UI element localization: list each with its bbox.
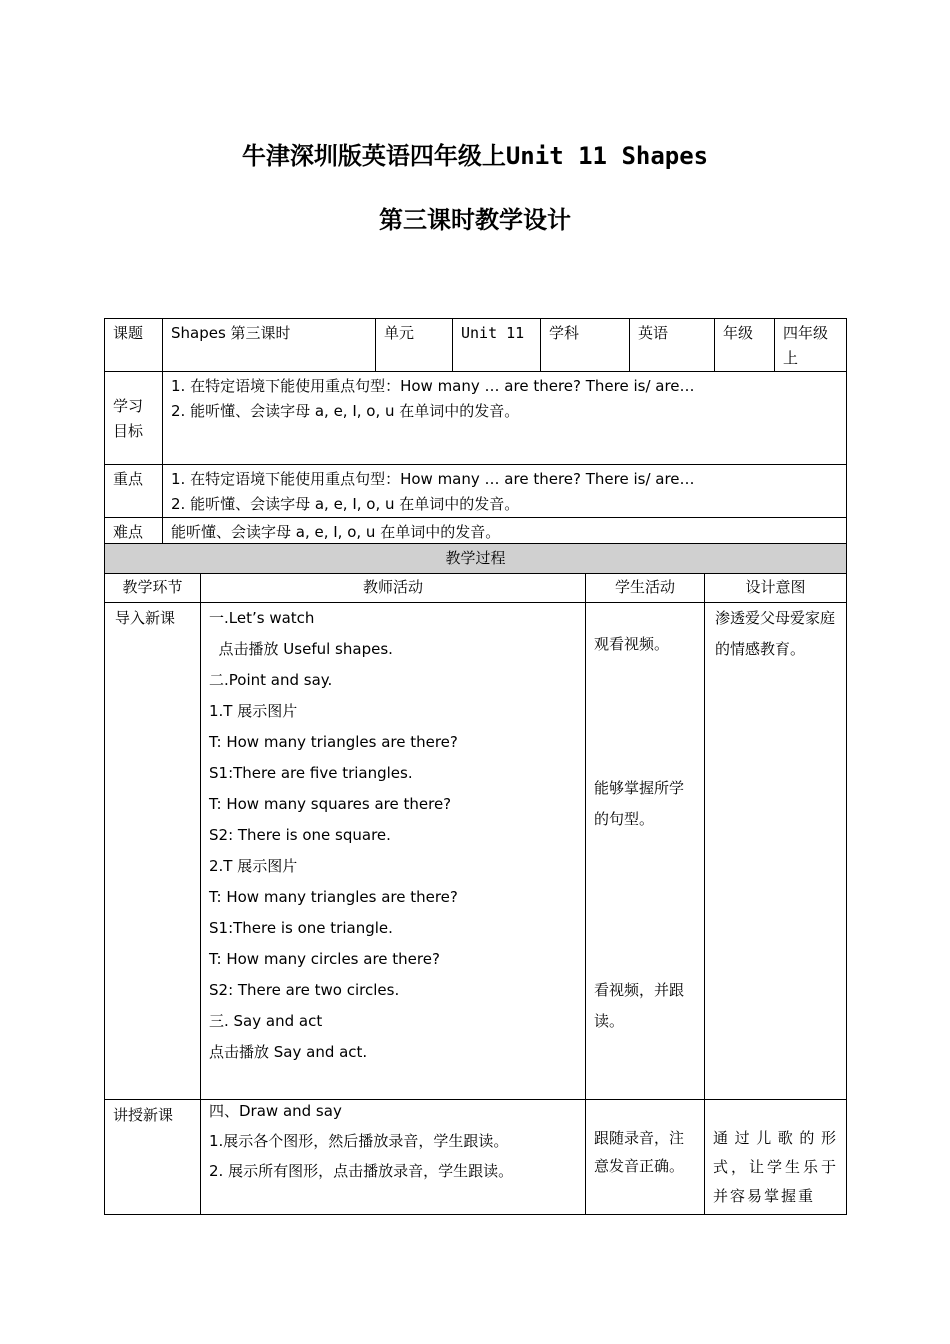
- subject-value: 英语: [630, 319, 715, 372]
- teacher-line: T: How many circles are there?: [209, 950, 440, 968]
- difficulty-label: 难点: [105, 518, 163, 550]
- teacher-line: 1.T 展示图片: [209, 702, 298, 720]
- doc-title-line2: 第三课时教学设计: [379, 205, 571, 234]
- student-item: 看视频，并跟读。: [594, 981, 685, 1030]
- teacher-line: T: How many squares are there?: [209, 795, 452, 813]
- key-item: 2. 能听懂、会读字母 a, e, I, o, u 在单词中的发音。: [171, 495, 520, 513]
- teacher-activities-intro: [201, 603, 586, 1100]
- process-header: 教学过程: [105, 544, 847, 574]
- process-table: [104, 543, 847, 1215]
- doc-title-line1: [0, 136, 950, 171]
- teacher-line: 2. 展示所有图形，点击播放录音，学生跟读。: [209, 1162, 514, 1180]
- col-intent: 设计意图: [705, 574, 847, 603]
- teacher-line: S1:There is one triangle.: [209, 919, 393, 937]
- goal-item: 2. 能听懂、会读字母 a, e, I, o, u 在单词中的发音。: [171, 402, 520, 420]
- subject-label: 学科: [541, 319, 630, 372]
- teacher-line: 一.Let’s watch: [209, 609, 315, 627]
- info-row-topic: [105, 319, 847, 372]
- teacher-line: 三. Say and act: [209, 1012, 323, 1030]
- student-activities-intro: [586, 603, 705, 1100]
- teacher-line: T: How many triangles are there?: [209, 733, 458, 751]
- title-en: Unit 11 Shapes: [505, 142, 709, 170]
- topic-value: Shapes 第三课时: [163, 319, 376, 372]
- process-row-intro: [105, 603, 847, 1100]
- teacher-line: 2.T 展示图片: [209, 857, 298, 875]
- teacher-line: S2: There are two circles.: [209, 981, 400, 999]
- col-stage: 教学环节: [105, 574, 201, 603]
- col-teacher: 教师活动: [201, 574, 586, 603]
- student-item: 能够掌握所学的句型。: [594, 779, 685, 828]
- teacher-line: 四、Draw and say: [209, 1102, 342, 1120]
- info-row-key: [105, 465, 847, 518]
- teacher-line: S1:There are five triangles.: [209, 764, 413, 782]
- unit-value: Unit 11: [453, 319, 541, 372]
- difficulty-value: 能听懂、会读字母 a, e, I, o, u 在单词中的发音。: [163, 518, 847, 550]
- col-student: 学生活动: [586, 574, 705, 603]
- key-label: 重点: [105, 465, 163, 518]
- topic-label: 课题: [105, 319, 163, 372]
- student-activities-new: 跟随录音，注意发音正确。: [586, 1100, 705, 1215]
- teacher-line: 点击播放 Say and act.: [209, 1043, 368, 1061]
- key-item: 1. 在特定语境下能使用重点句型：How many … are there? There is/ are…: [171, 470, 695, 488]
- unit-label: 单元: [376, 319, 453, 372]
- grade-value: 四年级上: [775, 319, 847, 372]
- intent-intro: 渗透爱父母爱家庭的情感教育。: [705, 603, 847, 1100]
- intent-new: 通过儿歌的形式，让学生乐于并容易掌握重: [705, 1100, 847, 1215]
- teacher-line: 二.Point and say.: [209, 671, 333, 689]
- stage-new: 讲授新课: [105, 1100, 201, 1215]
- teacher-line: 点击播放 Useful shapes.: [209, 640, 393, 658]
- stage-intro: 导入新课: [105, 603, 201, 1100]
- goals-label: 学习目标: [105, 372, 163, 465]
- teacher-line: 1.展示各个图形，然后播放录音，学生跟读。: [209, 1132, 509, 1150]
- teacher-line: S2: There is one square.: [209, 826, 391, 844]
- info-row-goals: [105, 372, 847, 465]
- title-cn: 牛津深圳版英语四年级上: [241, 141, 506, 170]
- goal-item: 1. 在特定语境下能使用重点句型：How many … are there? There is/ are…: [171, 377, 695, 395]
- student-item: 观看视频。: [594, 635, 670, 653]
- process-row-new: [105, 1100, 847, 1215]
- teacher-line: T: How many triangles are there?: [209, 888, 458, 906]
- grade-label: 年级: [715, 319, 775, 372]
- info-table: [104, 318, 847, 550]
- teacher-activities-new: [201, 1100, 586, 1215]
